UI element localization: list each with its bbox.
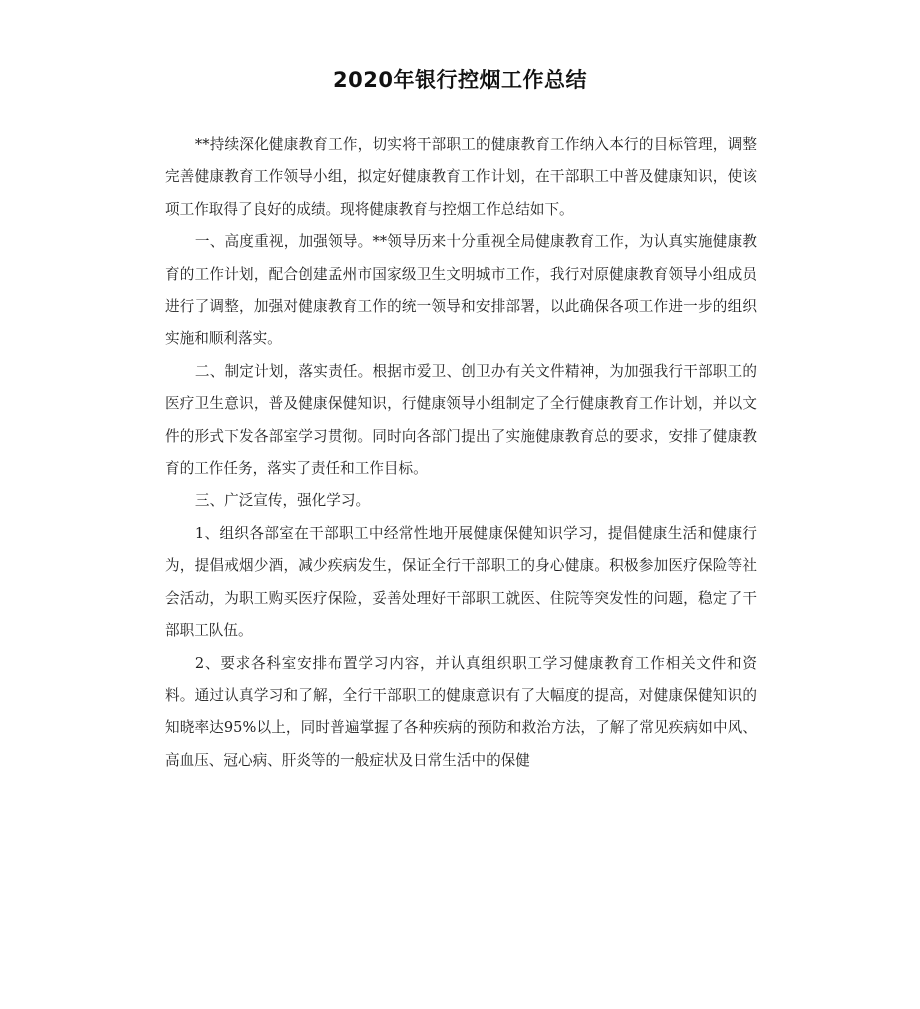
paragraph-section-1: 一、高度重视，加强领导。**领导历来十分重视全局健康教育工作，为认真实施健康教育的工作计划，配合创建孟州市国家级卫生文明城市工作，我行对原健康教育领导小组成员进行了调整，加强对健康教育工作的统一领导和安排部署，以此确保各项工作进一步的组织实施和顺利落实。 bbox=[165, 233, 757, 348]
paragraph-item-1: 1、组织各部室在干部职工中经常性地开展健康保健知识学习，提倡健康生活和健康行为，提倡戒烟少酒，减少疾病发生，保证全行干部职工的身心健康。积极参加医疗保险等社会活动，为职工购买医疗保险，妥善处理好干部职工就医、住院等突发性的问题，稳定了干部职工队伍。 bbox=[165, 524, 757, 640]
document-title: 2020年银行控烟工作总结 bbox=[333, 68, 587, 92]
paragraph-section-3-heading: 三、广泛宣传，强化学习。 bbox=[194, 492, 371, 510]
paragraph-section-2: 二、制定计划，落实责任。根据市爱卫、创卫办有关文件精神，为加强我行干部职工的医疗卫生意识，普及健康保健知识，行健康领导小组制定了全行健康教育工作计划，并以文件的形式下发各部室学习贯彻。同时向各部门提出了实施健康教育总的要求，安排了健康教育的工作任务，落实了责任和工作目标。 bbox=[165, 362, 757, 478]
paragraph-intro: **持续深化健康教育工作，切实将干部职工的健康教育工作纳入本行的目标管理，调整完善健康教育工作领导小组，拟定好健康教育工作计划，在干部职工中普及健康知识，使该项工作取得了良好的成绩。现将健康教育与控烟工作总结如下。 bbox=[165, 136, 757, 218]
document-body bbox=[165, 129, 757, 777]
paragraph-item-2: 2、要求各科室安排布置学习内容，并认真组织职工学习健康教育工作相关文件和资料。通过认真学习和了解，全行干部职工的健康意识有了大幅度的提高，对健康保健知识的知晓率达95%以上，同时普遍掌握了各种疾病的预防和救治方法，了解了常见疾病如中风、高血压、冠心病、肝炎等的一般症状及日常生活中的保健 bbox=[165, 654, 757, 769]
